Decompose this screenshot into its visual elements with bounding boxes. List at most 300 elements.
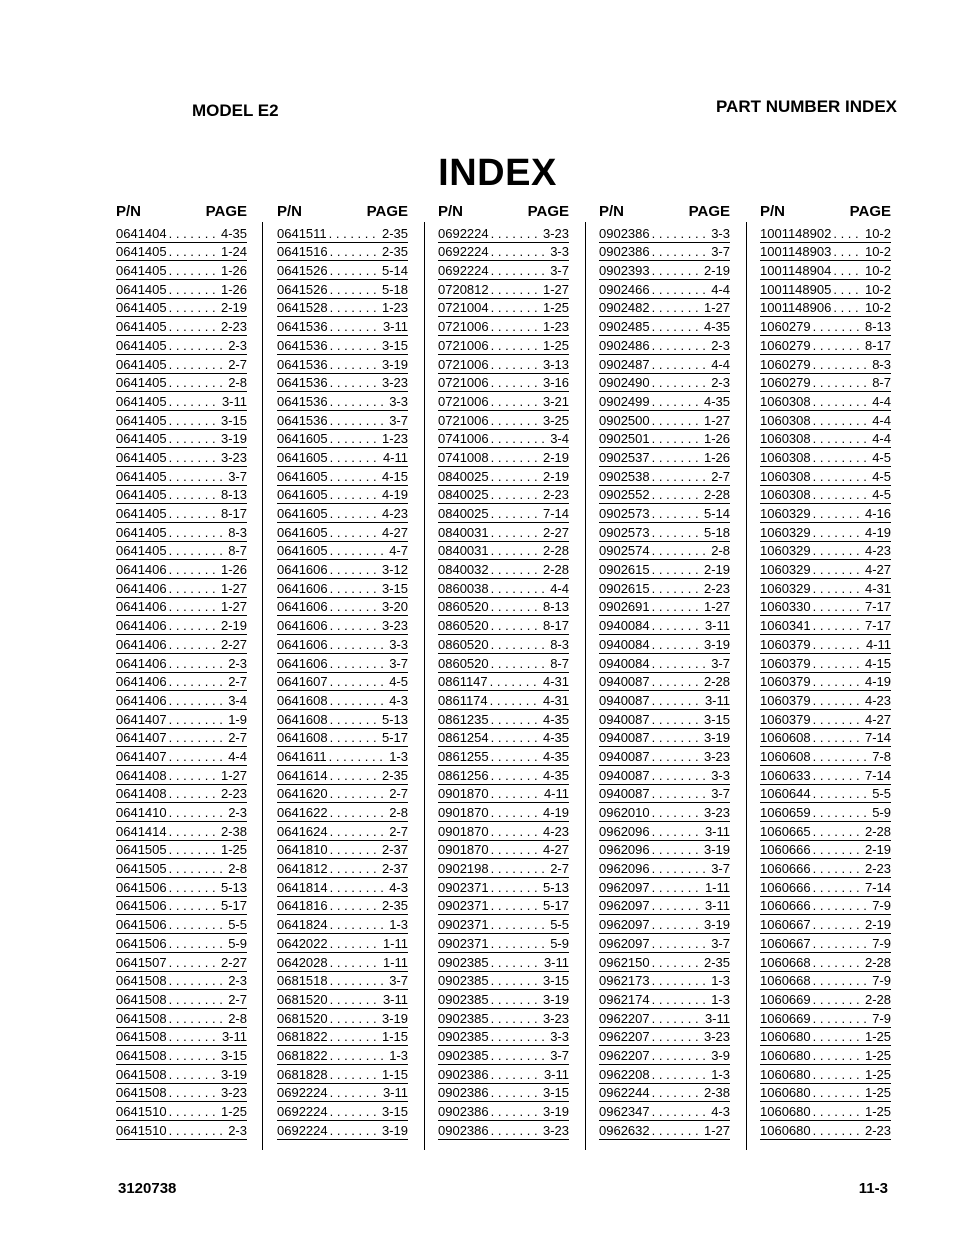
leader-dots <box>491 991 541 1008</box>
page-reference: 3-19 <box>703 730 730 746</box>
part-number: 0642028 <box>277 954 328 970</box>
index-entry <box>438 859 569 878</box>
page-reference: 3-20 <box>381 599 408 615</box>
part-number: 0641505 <box>116 842 167 858</box>
part-number: 1060279 <box>760 319 811 335</box>
part-number: 0962096 <box>599 823 650 839</box>
leader-dots <box>652 243 710 260</box>
page-reference: 1-23 <box>542 319 569 335</box>
page-reference: 1-23 <box>381 431 408 447</box>
page-reference: 3-15 <box>220 412 247 428</box>
part-number: 0940087 <box>599 748 650 764</box>
index-entry <box>116 729 247 748</box>
part-number: 0861235 <box>438 711 489 727</box>
page-reference: 4-5 <box>389 674 408 690</box>
page-reference: 4-35 <box>542 711 569 727</box>
index-entry <box>599 878 730 897</box>
leader-dots <box>169 1066 219 1083</box>
index-entry <box>760 392 891 411</box>
leader-dots <box>330 860 380 877</box>
index-entry <box>116 841 247 860</box>
index-entry <box>760 766 891 785</box>
index-entry <box>116 1084 247 1103</box>
page-reference: 2-3 <box>711 375 730 391</box>
index-entry <box>760 224 891 243</box>
leader-dots <box>169 1103 219 1120</box>
part-number: 1060329 <box>760 543 811 559</box>
part-number: 0641406 <box>116 580 167 596</box>
leader-dots <box>813 1103 863 1120</box>
page-reference: 3-3 <box>389 636 408 652</box>
index-entry <box>760 560 891 579</box>
index-entry <box>760 747 891 766</box>
part-number: 0641526 <box>277 281 328 297</box>
page-reference: 5-9 <box>872 805 891 820</box>
index-entry <box>116 261 247 280</box>
page-title: INDEX <box>438 152 557 194</box>
leader-dots <box>491 281 541 298</box>
page-reference: 5-5 <box>228 917 247 933</box>
page-reference: 3-7 <box>550 263 569 279</box>
leader-dots <box>169 767 219 784</box>
part-number: 0962097 <box>599 935 650 951</box>
page-reference: 4-23 <box>864 692 891 708</box>
leader-dots <box>813 692 863 709</box>
index-entry <box>438 897 569 916</box>
leader-dots <box>652 991 710 1008</box>
page-reference: 3-4 <box>228 692 247 708</box>
index-entry <box>760 915 891 934</box>
column-header <box>438 203 569 224</box>
index-entry <box>438 673 569 692</box>
page-reference: 5-14 <box>381 263 408 279</box>
part-number: 0902371 <box>438 917 489 933</box>
leader-dots <box>169 972 227 989</box>
part-number: 0902538 <box>599 468 650 484</box>
index-entry <box>760 691 891 710</box>
part-number: 0902386 <box>438 1066 489 1082</box>
page-reference: 3-11 <box>382 319 408 335</box>
index-entry <box>760 280 891 299</box>
part-number: 1060659 <box>760 805 811 820</box>
index-entry <box>277 374 408 393</box>
part-number: 0840031 <box>438 543 489 559</box>
page-reference: 5-5 <box>872 786 891 802</box>
page-reference: 3-23 <box>703 1029 730 1045</box>
page-reference: 2-35 <box>381 225 408 241</box>
pn-header: P/N <box>116 203 142 220</box>
index-entry <box>277 878 408 897</box>
page-reference: 8-13 <box>864 319 891 335</box>
leader-dots <box>169 393 220 410</box>
leader-dots <box>813 318 863 335</box>
part-number: 0641606 <box>277 599 328 615</box>
page-reference: 7-8 <box>872 748 891 764</box>
page-reference: 4-4 <box>872 393 891 409</box>
index-entry <box>438 822 569 841</box>
leader-dots <box>491 1122 541 1139</box>
page-reference: 10-2 <box>864 263 891 279</box>
leader-dots <box>490 673 541 690</box>
page-reference: 2-7 <box>228 991 247 1007</box>
index-entry <box>599 766 730 785</box>
index-entry <box>438 616 569 635</box>
leader-dots <box>330 879 388 896</box>
leader-dots <box>813 841 863 858</box>
part-number: 0641407 <box>116 711 167 727</box>
part-number: 0861256 <box>438 767 489 783</box>
page-reference: 4-7 <box>389 543 408 559</box>
page-reference: 3-11 <box>543 1066 569 1082</box>
leader-dots <box>330 1084 381 1101</box>
leader-dots <box>330 935 381 952</box>
page-reference: 3-23 <box>381 375 408 391</box>
leader-dots <box>491 393 541 410</box>
page-reference: 4-35 <box>703 319 730 335</box>
leader-dots <box>652 505 702 522</box>
page-reference: 5-9 <box>228 935 247 951</box>
leader-dots <box>813 449 871 466</box>
part-number: 0902485 <box>599 319 650 335</box>
leader-dots <box>330 711 380 728</box>
index-entry <box>599 897 730 916</box>
index-entry <box>116 1028 247 1047</box>
page-reference: 2-35 <box>703 954 730 970</box>
leader-dots <box>491 524 541 541</box>
page-reference: 3-7 <box>711 861 730 877</box>
part-number: 1060279 <box>760 375 811 391</box>
leader-dots <box>813 542 863 559</box>
part-number: 0641606 <box>277 580 328 596</box>
leader-dots <box>169 1122 227 1139</box>
leader-dots <box>169 841 219 858</box>
index-entry <box>599 729 730 748</box>
page-reference: 3-19 <box>542 991 569 1007</box>
part-number: 0641405 <box>116 337 167 353</box>
part-number: 0641405 <box>116 356 167 372</box>
part-number: 0641508 <box>116 1010 167 1026</box>
leader-dots <box>169 673 227 690</box>
leader-dots <box>652 879 703 896</box>
index-entry <box>760 243 891 262</box>
part-number: 0641405 <box>116 319 167 335</box>
part-number: 0962173 <box>599 973 650 989</box>
page-reference: 3-11 <box>704 823 730 839</box>
page-reference: 2-19 <box>703 562 730 578</box>
index-entry <box>277 803 408 822</box>
page-reference: 3-19 <box>703 636 730 652</box>
part-number: 0962347 <box>599 1104 650 1119</box>
page-reference: 2-35 <box>381 244 408 260</box>
part-number: 0641814 <box>277 879 328 895</box>
part-number: 0641407 <box>116 730 167 746</box>
part-number: 1060680 <box>760 1047 811 1063</box>
leader-dots <box>491 897 541 914</box>
index-entry <box>438 1009 569 1028</box>
index-entry <box>599 430 730 449</box>
part-number: 1060308 <box>760 431 811 447</box>
page-reference: 4-31 <box>542 674 569 690</box>
page-reference: 4-31 <box>542 692 569 708</box>
leader-dots <box>169 991 227 1008</box>
leader-dots <box>169 879 219 896</box>
leader-dots <box>652 1028 702 1045</box>
leader-dots <box>169 617 219 634</box>
index-entry <box>760 803 891 822</box>
page-reference: 1-27 <box>703 412 730 428</box>
index-entry <box>277 430 408 449</box>
part-number: 1060379 <box>760 655 811 671</box>
part-number: 1060644 <box>760 786 811 802</box>
leader-dots <box>652 636 702 653</box>
part-number: 0641526 <box>277 263 328 279</box>
index-entry <box>116 859 247 878</box>
page-reference: 1-27 <box>542 281 569 297</box>
document-number: 3120738 <box>118 1180 177 1197</box>
leader-dots <box>813 673 863 690</box>
index-entry <box>760 1028 891 1047</box>
part-number: 0692224 <box>438 244 489 260</box>
part-number: 0860520 <box>438 599 489 615</box>
part-number: 0641508 <box>116 973 167 989</box>
index-entry <box>277 897 408 916</box>
index-entry <box>116 467 247 486</box>
index-entry <box>277 560 408 579</box>
page-reference: 3-23 <box>381 618 408 634</box>
page-reference: 1-26 <box>220 263 247 279</box>
part-number: 0901870 <box>438 842 489 858</box>
leader-dots <box>169 598 219 615</box>
leader-dots <box>652 897 703 914</box>
index-entry <box>438 747 569 766</box>
leader-dots <box>813 468 871 485</box>
part-number: 0902371 <box>438 898 489 914</box>
part-number: 0741006 <box>438 431 489 447</box>
part-number: 0641405 <box>116 263 167 279</box>
part-number: 0641506 <box>116 898 167 914</box>
index-entry <box>116 317 247 336</box>
index-entry <box>438 299 569 318</box>
page-reference: 2-38 <box>220 823 247 839</box>
leader-dots <box>833 262 863 279</box>
page-reference: 7-14 <box>864 767 891 783</box>
page-reference: 1-25 <box>542 300 569 316</box>
leader-dots <box>330 580 380 597</box>
part-number: 0940087 <box>599 767 650 783</box>
index-entry <box>438 504 569 523</box>
leader-dots <box>652 804 702 821</box>
part-number: 0902466 <box>599 281 650 297</box>
index-entry <box>438 766 569 785</box>
leader-dots <box>652 655 710 672</box>
leader-dots <box>652 916 702 933</box>
index-column <box>277 203 408 1140</box>
index-entry <box>116 934 247 953</box>
index-entry <box>277 1084 408 1103</box>
index-entry <box>116 523 247 542</box>
page-reference: 1-15 <box>381 1029 408 1045</box>
part-number: 0840025 <box>438 506 489 521</box>
index-entry <box>116 673 247 692</box>
index-entry <box>277 336 408 355</box>
page-reference: 3-3 <box>711 225 730 241</box>
part-number: 0962208 <box>599 1066 650 1082</box>
leader-dots <box>491 356 541 373</box>
page-reference: 4-23 <box>542 823 569 839</box>
index-entry <box>760 972 891 991</box>
leader-dots <box>813 636 864 653</box>
leader-dots <box>491 598 541 615</box>
part-number: 0840032 <box>438 562 489 578</box>
leader-dots <box>491 785 542 802</box>
part-number: 0840025 <box>438 468 489 484</box>
column-divider <box>585 222 586 1150</box>
leader-dots <box>652 524 702 541</box>
index-entry <box>438 785 569 804</box>
leader-dots <box>330 804 388 821</box>
page-reference: 8-7 <box>550 655 569 671</box>
part-number: 0641608 <box>277 692 328 708</box>
part-number: 0641405 <box>116 449 167 465</box>
page-reference: 3-7 <box>711 244 730 260</box>
page-reference: 1-26 <box>220 562 247 578</box>
leader-dots <box>169 692 227 709</box>
page-reference: 2-8 <box>228 1010 247 1026</box>
part-number: 0902385 <box>438 954 489 970</box>
part-number: 1060668 <box>760 954 811 970</box>
page-reference: 2-8 <box>228 375 247 391</box>
index-entry <box>599 448 730 467</box>
page-reference: 4-35 <box>703 393 730 409</box>
part-number: 1060329 <box>760 506 811 521</box>
page-reference: 2-3 <box>228 337 247 353</box>
page-reference: 1-27 <box>220 767 247 783</box>
page-reference: 7-9 <box>872 1010 891 1026</box>
page-reference: 2-37 <box>381 842 408 858</box>
leader-dots <box>491 916 549 933</box>
index-entry <box>116 897 247 916</box>
leader-dots <box>491 243 549 260</box>
part-number: 0902490 <box>599 375 650 391</box>
page-reference: 4-23 <box>864 543 891 559</box>
index-column <box>599 203 730 1140</box>
index-entry <box>116 915 247 934</box>
index-entry <box>760 822 891 841</box>
leader-dots <box>652 225 710 242</box>
leader-dots <box>169 897 219 914</box>
leader-dots <box>813 935 871 952</box>
page-reference: 2-7 <box>228 674 247 690</box>
index-entry <box>599 1084 730 1103</box>
part-number: 0692224 <box>438 263 489 279</box>
part-number: 0962096 <box>599 861 650 877</box>
index-entry <box>760 299 891 318</box>
leader-dots <box>169 412 219 429</box>
page-reference: 2-38 <box>703 1085 730 1101</box>
index-entry <box>277 467 408 486</box>
index-entry <box>760 654 891 673</box>
index-entry <box>116 1046 247 1065</box>
leader-dots <box>813 972 871 989</box>
page-reference: 4-11 <box>543 786 569 802</box>
index-entry <box>277 1046 408 1065</box>
page-reference: 3-19 <box>220 1066 247 1082</box>
index-entry <box>438 411 569 430</box>
leader-dots <box>330 468 380 485</box>
index-entry <box>438 579 569 598</box>
leader-dots <box>813 916 863 933</box>
index-entry <box>760 953 891 972</box>
part-number: 0641508 <box>116 1047 167 1063</box>
leader-dots <box>330 1028 380 1045</box>
part-number: 1060666 <box>760 898 811 914</box>
leader-dots <box>491 561 541 578</box>
leader-dots <box>833 281 863 298</box>
index-entry <box>760 616 891 635</box>
leader-dots <box>330 841 380 858</box>
part-number: 0962010 <box>599 805 650 820</box>
part-number: 0681518 <box>277 973 328 989</box>
leader-dots <box>652 1084 702 1101</box>
index-entry <box>438 953 569 972</box>
part-number: 1060633 <box>760 767 811 783</box>
part-number: 1060279 <box>760 337 811 353</box>
part-number: 1060329 <box>760 580 811 596</box>
leader-dots <box>813 711 863 728</box>
part-number: 0641405 <box>116 375 167 391</box>
part-number: 0902573 <box>599 524 650 540</box>
part-number: 0962244 <box>599 1085 650 1101</box>
index-entry <box>438 280 569 299</box>
page-reference: 4-23 <box>381 506 408 521</box>
part-number: 0641506 <box>116 879 167 895</box>
page-reference: 1-26 <box>703 449 730 465</box>
page-reference: 2-8 <box>711 543 730 559</box>
leader-dots <box>652 412 702 429</box>
page-header: PAGE <box>527 203 569 220</box>
part-number: 0901870 <box>438 805 489 820</box>
leader-dots <box>813 561 863 578</box>
index-entry <box>277 841 408 860</box>
index-entry <box>438 542 569 561</box>
part-number: 0641511 <box>277 225 327 241</box>
index-entry <box>438 915 569 934</box>
index-entry <box>116 448 247 467</box>
page-reference: 1-27 <box>220 580 247 596</box>
page-reference: 4-3 <box>389 692 408 708</box>
index-entry <box>599 972 730 991</box>
leader-dots <box>490 692 541 709</box>
part-number: 0902691 <box>599 599 650 615</box>
part-number: 1060308 <box>760 487 811 503</box>
leader-dots <box>169 655 227 672</box>
index-entry <box>760 411 891 430</box>
page-reference: 4-5 <box>872 468 891 484</box>
index-entry <box>438 523 569 542</box>
page-reference: 3-3 <box>711 767 730 783</box>
page-reference: 8-7 <box>228 543 247 559</box>
page-reference: 2-28 <box>864 991 891 1007</box>
pn-header: P/N <box>277 203 303 220</box>
index-entry <box>438 355 569 374</box>
leader-dots <box>330 954 381 971</box>
leader-dots <box>169 580 219 597</box>
index-entry <box>599 1121 730 1140</box>
page-reference: 5-5 <box>550 917 569 933</box>
column-header <box>760 203 891 224</box>
index-entry <box>277 729 408 748</box>
page-reference: 3-23 <box>220 1085 247 1101</box>
